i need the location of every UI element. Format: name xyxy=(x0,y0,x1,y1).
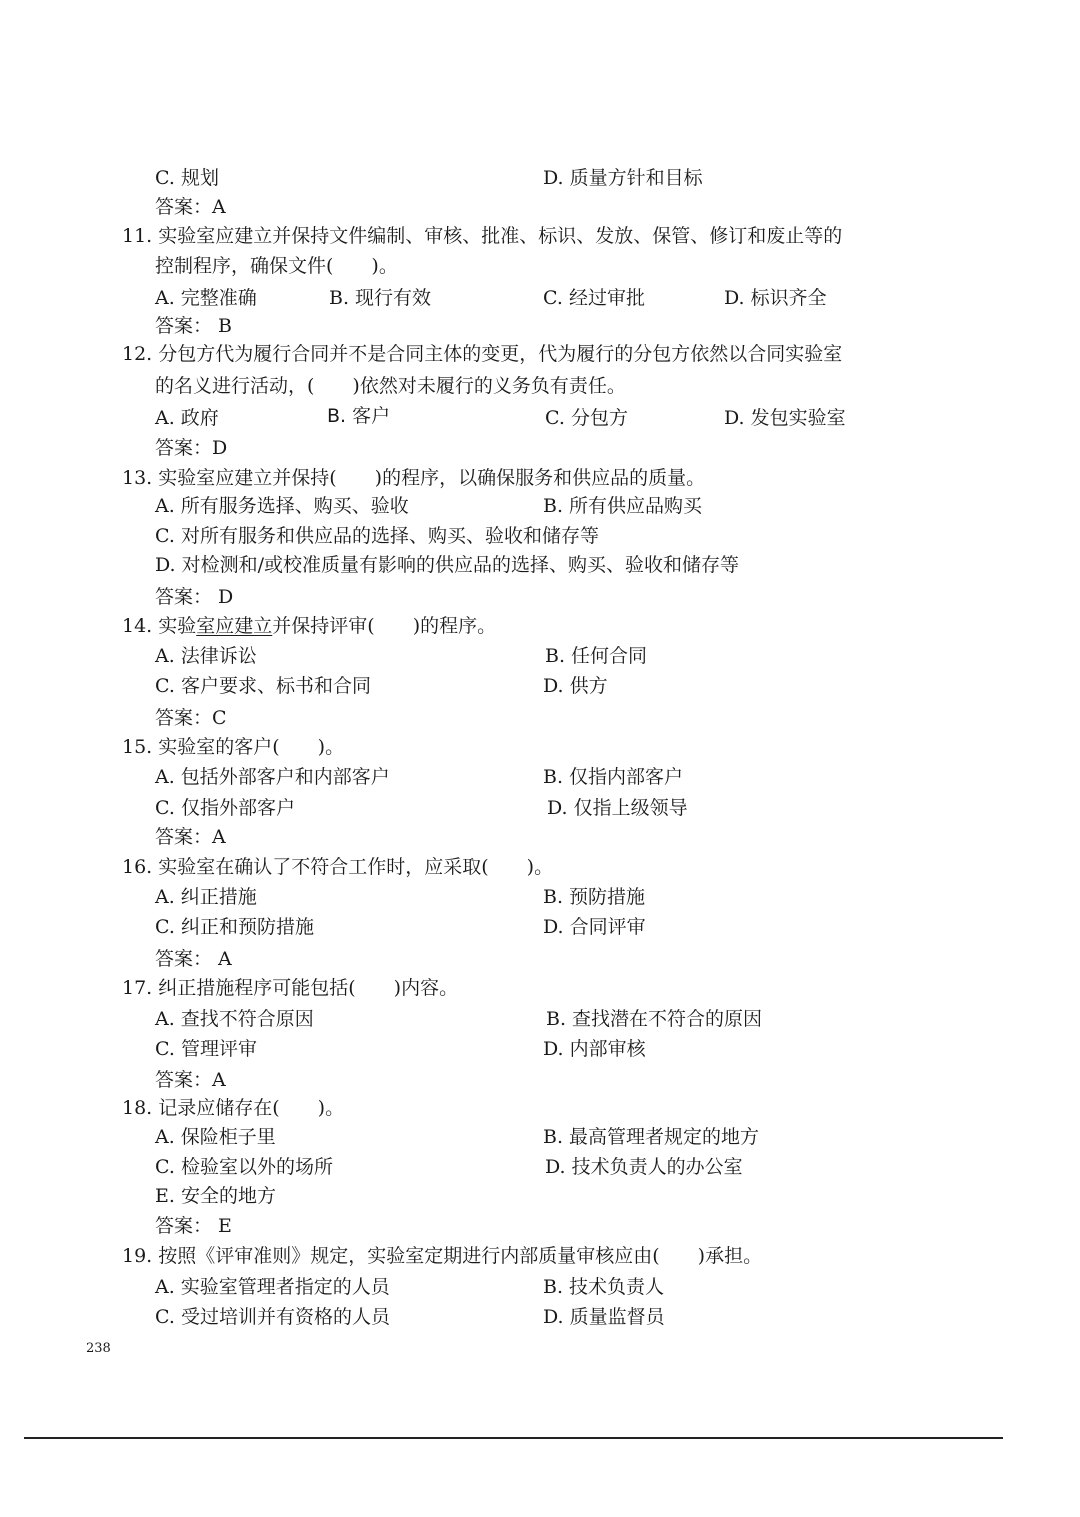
q12-option-b: B. 客户 xyxy=(327,405,391,427)
q14-option-c: C. 客户要求、标书和合同 xyxy=(155,675,371,697)
q11-stem-line1: 11. 实验室应建立并保持文件编制、审核、批准、标识、发放、保管、修订和废止等的 xyxy=(122,225,843,247)
q15-stem: 15. 实验室的客户( )。 xyxy=(122,736,345,758)
q11-option-c: C. 经过审批 xyxy=(543,287,645,309)
q13-answer: 答案： D xyxy=(155,586,234,608)
q12-stem-line2: 的名义进行活动，( )依然对未履行的义务负有责任。 xyxy=(155,375,626,397)
q13-option-b: B. 所有供应品购买 xyxy=(543,495,703,517)
q12-option-a: A. 政府 xyxy=(155,407,219,429)
q12-answer: 答案：D xyxy=(155,437,228,459)
q12-option-d: D. 发包实验室 xyxy=(724,407,846,429)
q11-option-b: B. 现行有效 xyxy=(329,287,432,309)
q19-option-c: C. 受过培训并有资格的人员 xyxy=(155,1306,390,1328)
q10-answer: 答案：A xyxy=(155,196,226,218)
q18-option-d: D. 技术负责人的办公室 xyxy=(545,1156,743,1178)
q13-option-d: D. 对检测和/或校准质量有影响的供应品的选择、购买、验收和储存等 xyxy=(155,554,740,576)
q12-option-c: C. 分包方 xyxy=(545,407,628,429)
q17-option-a: A. 查找不符合原因 xyxy=(155,1008,314,1030)
q17-option-b: B. 查找潜在不符合的原因 xyxy=(546,1008,763,1030)
q19-option-a: A. 实验室管理者指定的人员 xyxy=(155,1276,390,1298)
q18-stem: 18. 记录应储存在( )。 xyxy=(122,1097,345,1119)
q19-stem: 19. 按照《评审准则》规定，实验室定期进行内部质量审核应由( )承担。 xyxy=(122,1245,763,1267)
q14-stem-start: 14. 实验 xyxy=(122,615,197,637)
q19-option-d: D. 质量监督员 xyxy=(543,1306,665,1328)
bottom-rule xyxy=(24,1437,1003,1439)
q10-option-d: D. 质量方针和目标 xyxy=(543,167,703,189)
q14-stem-end: 并保持评审( )的程序。 xyxy=(272,615,497,637)
q13-stem: 13. 实验室应建立并保持( )的程序，以确保服务和供应品的质量。 xyxy=(122,467,706,489)
q12-stem-line1: 12. 分包方代为履行合同并不是合同主体的变更，代为履行的分包方依然以合同实验室 xyxy=(122,343,843,365)
q15-option-b: B. 仅指内部客户 xyxy=(543,766,684,788)
q11-option-a: A. 完整准确 xyxy=(155,287,257,309)
q16-option-a: A. 纠正措施 xyxy=(155,886,257,908)
q18-option-b: B. 最高管理者规定的地方 xyxy=(543,1126,760,1148)
page-number: 238 xyxy=(86,1341,111,1356)
q18-option-e: E. 安全的地方 xyxy=(155,1185,276,1207)
q17-option-d: D. 内部审核 xyxy=(543,1038,646,1060)
q16-option-d: D. 合同评审 xyxy=(543,916,646,938)
q18-answer: 答案： E xyxy=(155,1215,232,1237)
q16-option-c: C. 纠正和预防措施 xyxy=(155,916,314,938)
q14-answer: 答案：C xyxy=(155,707,227,729)
q16-stem: 16. 实验室在确认了不符合工作时，应采取( )。 xyxy=(122,856,554,878)
q15-option-c: C. 仅指外部客户 xyxy=(155,797,295,819)
q17-answer: 答案：A xyxy=(155,1069,226,1091)
q14-stem-underlined: 室应建立 xyxy=(196,615,273,637)
q14-option-a: A. 法律诉讼 xyxy=(155,645,257,667)
q13-option-c: C. 对所有服务和供应品的选择、购买、验收和储存等 xyxy=(155,525,599,547)
q15-option-d: D. 仅指上级领导 xyxy=(547,797,688,819)
q19-option-b: B. 技术负责人 xyxy=(543,1276,665,1298)
q18-option-c: C. 检验室以外的场所 xyxy=(155,1156,333,1178)
q15-option-a: A. 包括外部客户和内部客户 xyxy=(155,766,390,788)
q11-stem-line2: 控制程序，确保文件( )。 xyxy=(155,255,398,277)
q17-stem: 17. 纠正措施程序可能包括( )内容。 xyxy=(122,977,459,999)
q10-option-c: C. 规划 xyxy=(155,167,219,189)
q14-option-d: D. 供方 xyxy=(543,675,608,697)
q11-answer: 答案： B xyxy=(155,315,233,337)
q14-option-b: B. 任何合同 xyxy=(545,645,648,667)
q16-answer: 答案： A xyxy=(155,948,232,970)
q11-option-d: D. 标识齐全 xyxy=(724,287,827,309)
q17-option-c: C. 管理评审 xyxy=(155,1038,257,1060)
q18-option-a: A. 保险柜子里 xyxy=(155,1126,276,1148)
q14-stem xyxy=(122,614,496,638)
q15-answer: 答案：A xyxy=(155,826,226,848)
q13-option-a: A. 所有服务选择、购买、验收 xyxy=(155,495,409,517)
q16-option-b: B. 预防措施 xyxy=(543,886,646,908)
